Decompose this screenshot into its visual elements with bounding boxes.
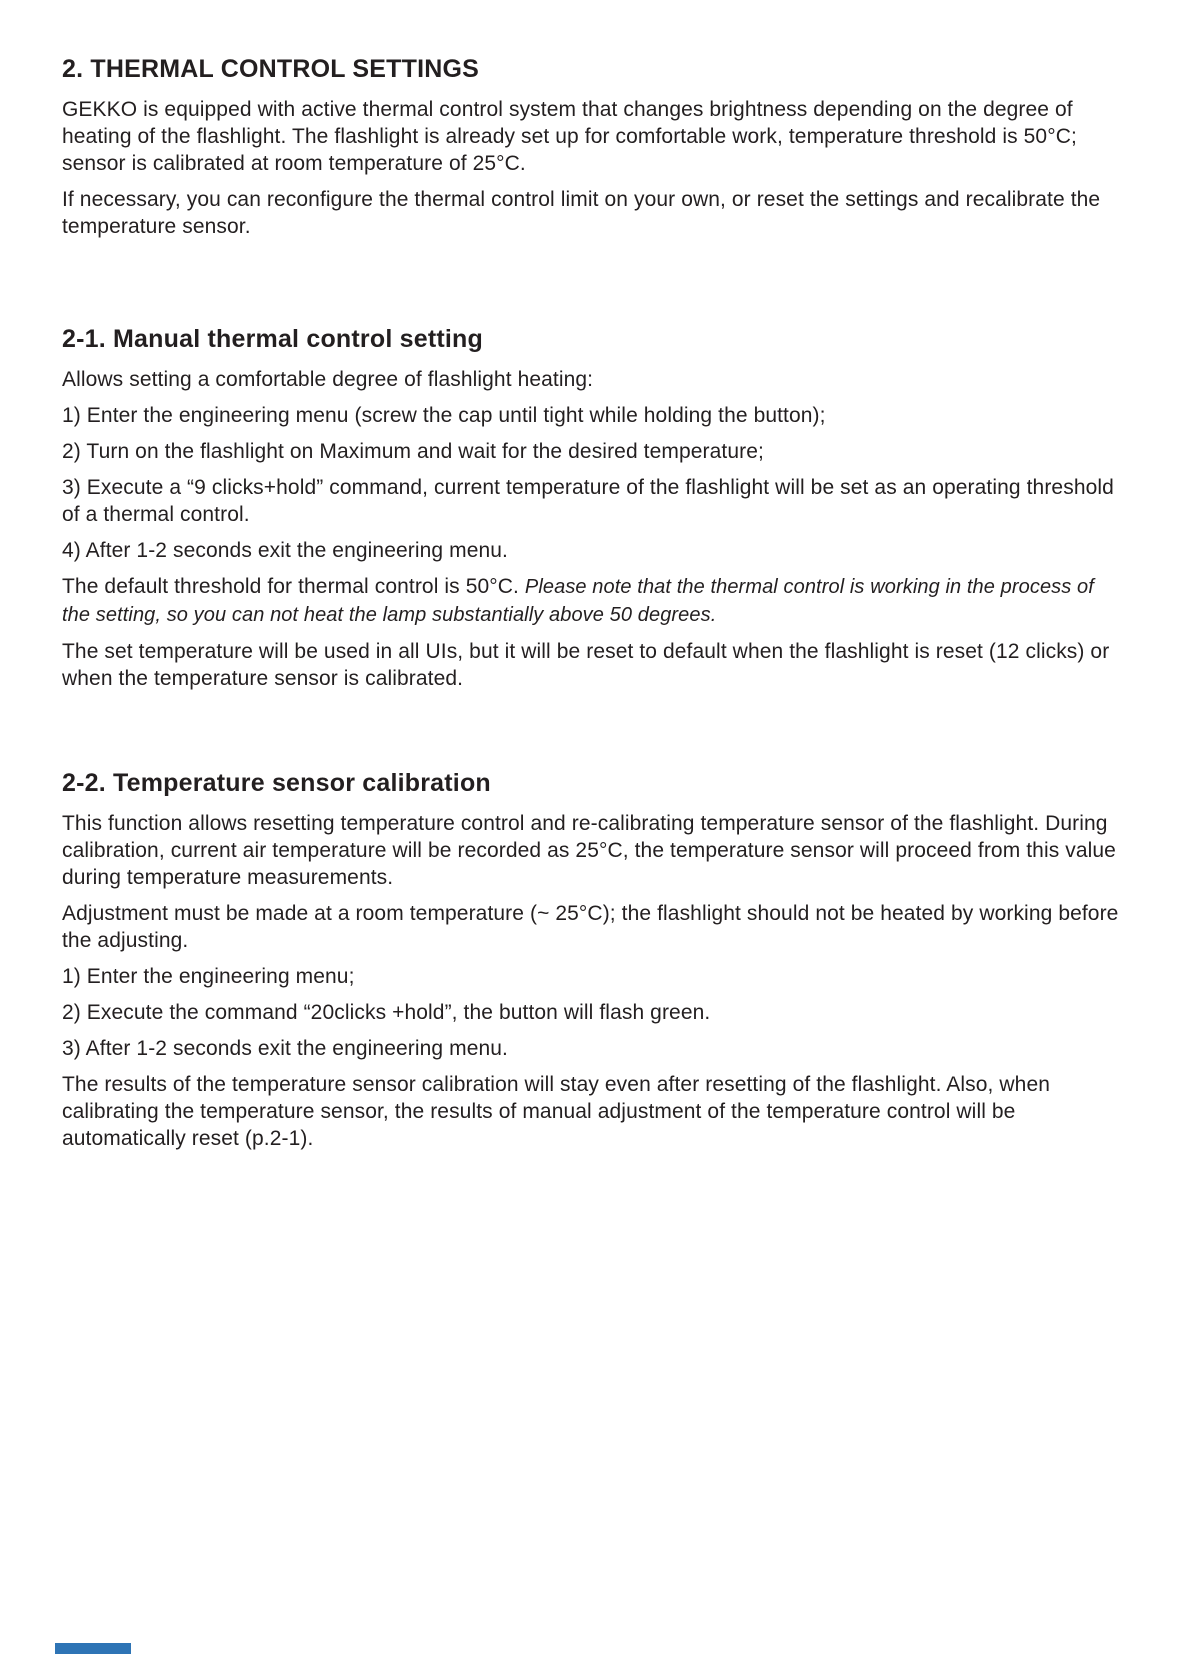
default-threshold-text: The default threshold for thermal control is 50°C. xyxy=(62,575,525,598)
calibration-function-paragraph: This function allows resetting temperature control and re-calibrating temperature sensor of the flashlight. During calibration, current air temperature will be recorded as 25°C, the temperature sensor will proceed from this value during temperature measurements. xyxy=(62,812,1116,889)
thermal-reconfigure-paragraph: If necessary, you can reconfigure the thermal control limit on your own, or reset the settings and recalibrate the temperature sensor. xyxy=(62,188,1101,238)
footer-accent-bar xyxy=(55,1643,131,1654)
manual-intro-paragraph: Allows setting a comfortable degree of flashlight heating: xyxy=(62,368,594,391)
calibration-results-paragraph: The results of the temperature sensor calibration will stay even after resetting of the flashlight. Also, when calibrating the temperature sensor, the results of manual adjustment of the temperature control will be automatically reset (p.2-1). xyxy=(62,1073,1051,1150)
manual-thermal-setting-heading: 2-1. Manual thermal control setting xyxy=(62,325,483,353)
calibration-adjustment-paragraph: Adjustment must be made at a room temperature (~ 25°C); the flashlight should not be heated by working before the adjusting. xyxy=(62,902,1119,952)
thermal-intro-paragraph: GEKKO is equipped with active thermal control system that changes brightness depending on the degree of heating of the flashlight. The flashlight is already set up for comfortable work, temperature threshold is 50°C; sensor is calibrated at room temperature of 25°C. xyxy=(62,98,1077,175)
calibration-step-3: 3) After 1-2 seconds exit the engineering menu. xyxy=(62,1037,508,1060)
manual-default-threshold-paragraph xyxy=(62,573,1122,629)
manual-step-4: 4) After 1-2 seconds exit the engineering menu. xyxy=(62,539,508,562)
calibration-step-2: 2) Execute the command “20clicks +hold”, the button will flash green. xyxy=(62,1001,711,1024)
thermal-control-working-note: Please note that the thermal control is working in the process of the setting, so you can not heat the lamp substantially above 50 degrees. xyxy=(62,576,1094,626)
thermal-control-settings-heading: 2. THERMAL CONTROL SETTINGS xyxy=(62,55,479,83)
calibration-step-1: 1) Enter the engineering menu; xyxy=(62,965,355,988)
manual-step-3: 3) Execute a “9 clicks+hold” command, current temperature of the flashlight will be set as an operating threshold of a thermal control. xyxy=(62,476,1114,526)
manual-step-1: 1) Enter the engineering menu (screw the cap until tight while holding the button); xyxy=(62,404,826,427)
temperature-sensor-calibration-heading: 2-2. Temperature sensor calibration xyxy=(62,769,491,797)
manual-outro-paragraph: The set temperature will be used in all UIs, but it will be reset to default when the flashlight is reset (12 clicks) or when the temperature sensor is calibrated. xyxy=(62,640,1110,690)
manual-step-2: 2) Turn on the flashlight on Maximum and wait for the desired temperature; xyxy=(62,440,764,463)
